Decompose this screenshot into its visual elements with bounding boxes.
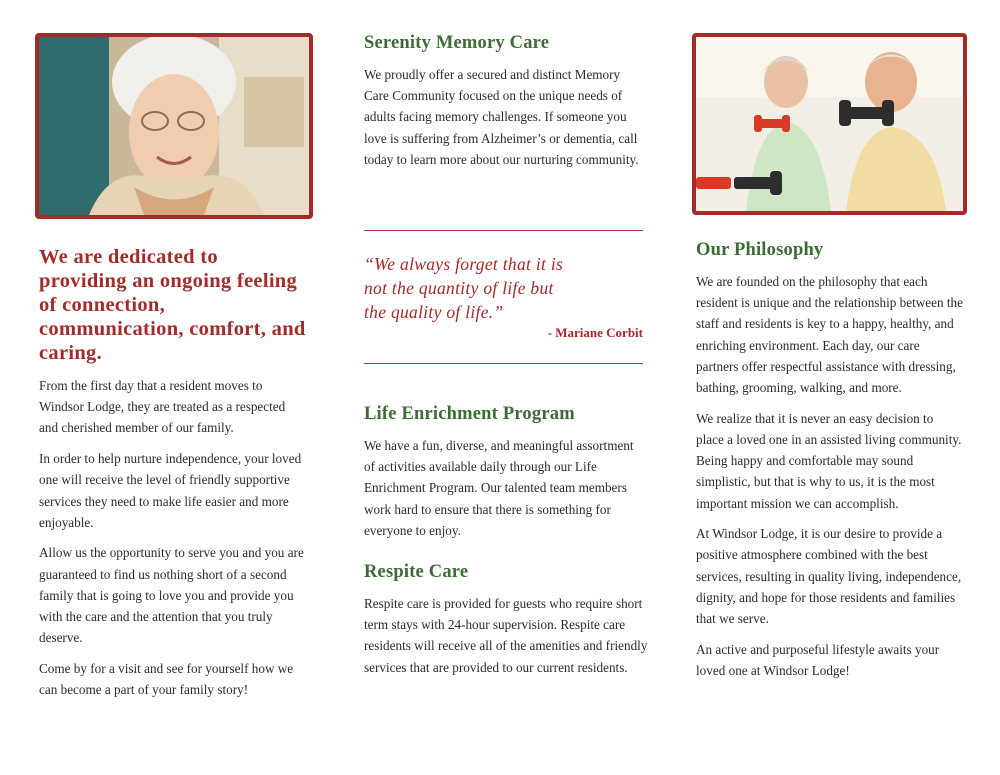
philosophy-title: Our Philosophy <box>696 240 824 260</box>
left-column <box>39 245 307 710</box>
left-paragraph-1: From the first day that a resident moves to Windsor Lodge, they are treated as a respected and cherished member of our family. <box>39 378 286 436</box>
left-paragraph-2: In order to help nurture independence, your loved one will receive the level of friendly supportive services they need to make life easier and more enjoyable. <box>39 451 302 530</box>
divider-top <box>364 230 643 231</box>
respite-care-section <box>364 562 649 687</box>
memory-care-title: Serenity Memory Care <box>364 33 550 53</box>
quote-block <box>364 252 643 340</box>
smiling-elderly-woman-photo <box>35 33 313 219</box>
life-enrichment-section <box>364 404 646 551</box>
memory-care-section <box>364 33 644 180</box>
quote-author: - Mariane Corbit <box>547 325 643 340</box>
life-enrichment-title: Life Enrichment Program <box>364 404 575 424</box>
quote-line-1: “We always forget that it is <box>364 254 564 274</box>
quote-line-3: the quality of life.” <box>364 302 504 322</box>
respite-care-text: Respite care is provided for guests who require short term stays with 24-hour supervision. Respite care residents will receive all of the amenities and friendly services that are provided to our current residents. <box>364 596 648 675</box>
philosophy-paragraph-4: An active and purposeful lifestyle awaits your loved one at Windsor Lodge! <box>696 641 940 678</box>
respite-care-title: Respite Care <box>364 562 469 582</box>
memory-care-text: We proudly offer a secured and distinct Memory Care Community focused on the unique needs of adults facing memory challenges. If someone you love is suffering from Alzheimer’s or dementia, call today to learn more about our nurturing community. <box>364 67 639 167</box>
quote-line-2: not the quantity of life but <box>364 278 554 298</box>
left-paragraph-4: Come by for a visit and see for yourself how we can become a part of your family story! <box>39 660 294 698</box>
left-heading: We are dedicated to providing an ongoing feeling of connection, communication, comfort, and caring. <box>39 246 306 364</box>
philosophy-section <box>696 240 964 691</box>
seniors-exercising-photo <box>692 33 967 215</box>
life-enrichment-text: We have a fun, diverse, and meaningful assortment of activities available daily through our Life Enrichment Program. Our talented team members work hard to ensure that there is something for everyone to enjoy. <box>364 438 634 538</box>
philosophy-paragraph-1: We are founded on the philosophy that each resident is unique and the relationship between the staff and residents is key to a happy, healthy, and enriching environment. Each day, our care partners offer respectful assistance with dressing, bathing, grooming, walking, and more. <box>696 274 963 396</box>
divider-bottom <box>364 363 643 364</box>
philosophy-paragraph-3: At Windsor Lodge, it is our desire to provide a positive atmosphere combined with the best services, resulting in quality living, independence, dignity, and hope for those residents and families that we serve. <box>696 526 962 627</box>
left-paragraph-3: Allow us the opportunity to serve you and you are guaranteed to find us nothing short of a second family that is going to love you and provide you with the care and the attention that you truly deserve. <box>39 545 304 646</box>
philosophy-paragraph-2: We realize that it is never an easy decision to place a loved one in an assisted living community. Being happy and comfortable may sound simplistic, but that is why to us, it is the most important mission we can accomplish. <box>696 410 962 511</box>
